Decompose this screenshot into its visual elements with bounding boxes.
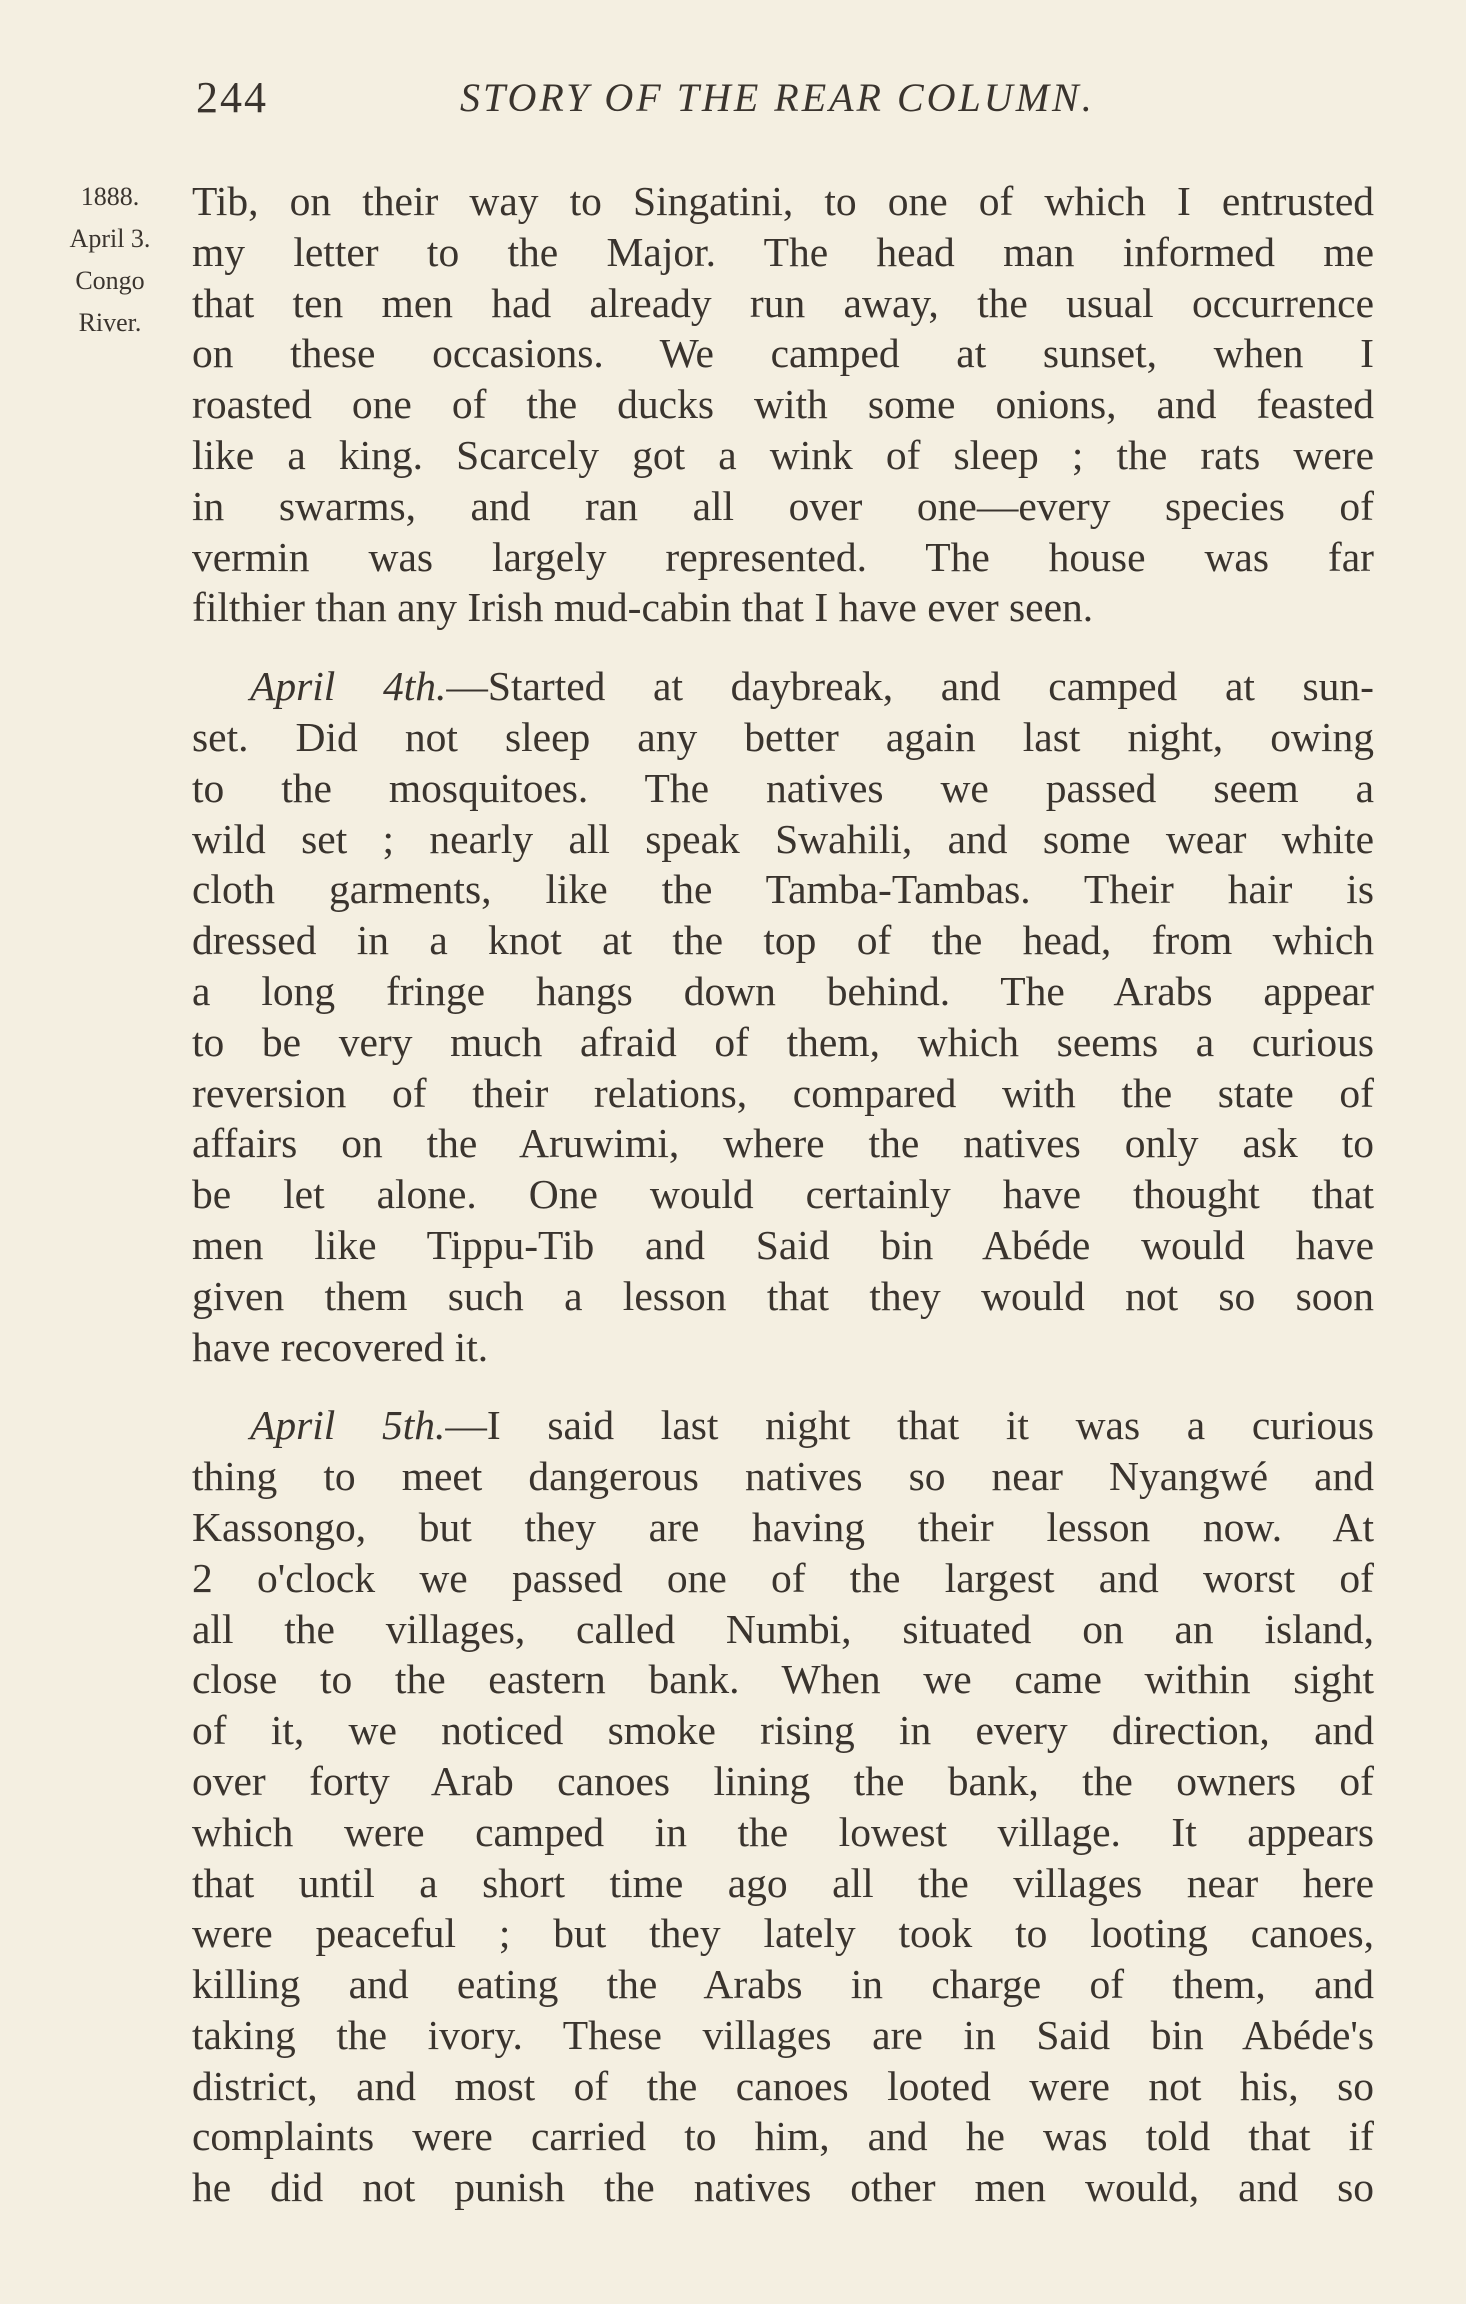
body-text (192, 176, 1374, 2213)
first-line-text: —I said last night that it was a curious (445, 1402, 1374, 1449)
margin-year: 1888. (80, 182, 140, 211)
text-line-first (192, 661, 1374, 712)
text-line: set. Did not sleep any better again last night, owing (192, 713, 1374, 760)
text-line: taking the ivory. These villages are in Said bin Abéde's (192, 2011, 1374, 2058)
text-line: all the villages, called Numbi, situated on an island, (192, 1605, 1374, 1652)
paragraph-1 (192, 176, 1374, 633)
text-line: roasted one of the ducks with some onions, and feasted (192, 381, 1374, 428)
text-line: on these occasions. We camped at sunset, when I (192, 330, 1374, 377)
text-line: wild set ; nearly all speak Swahili, and some wear white (192, 815, 1374, 862)
text-line: filthier than any Irish mud-cabin that I have ever seen. (192, 584, 1094, 631)
margin-place-line-2: River. (78, 308, 142, 337)
text-line: of it, we noticed smoke rising in every direction, and (192, 1707, 1374, 1754)
text-line: vermin was largely represented. The house was far (192, 533, 1374, 580)
text-line-first (192, 1400, 1374, 1451)
text-line: that ten men had already run away, the usual occurrence (192, 279, 1374, 326)
margin-date: April 3. (69, 224, 151, 253)
text-line: cloth garments, like the Tamba-Tambas. Their hair is (192, 866, 1374, 913)
text-line: men like Tippu-Tib and Said bin Abéde would have (192, 1221, 1374, 1268)
first-line-text: —Started at daybreak, and camped at sun- (446, 663, 1374, 710)
text-line: have recovered it. (192, 1323, 489, 1370)
text-line: district, and most of the canoes looted were not his, so (192, 2062, 1374, 2109)
margin-note (40, 176, 180, 344)
text-line: to be very much afraid of them, which seems a curious (192, 1018, 1374, 1065)
text-line: my letter to the Major. The head man informed me (192, 228, 1374, 275)
text-line: thing to meet dangerous natives so near Nyangwé and (192, 1453, 1374, 1500)
text-line: dressed in a knot at the top of the head, from which (192, 917, 1374, 964)
text-line: reversion of their relations, compared with the state of (192, 1069, 1374, 1116)
paragraph-3 (192, 1400, 1374, 2213)
entry-date: April 4th. (250, 663, 447, 710)
text-line: Kassongo, but they are having their lesson now. At (192, 1503, 1374, 1550)
margin-place-line-1: Congo (75, 266, 145, 295)
text-line: a long fringe hangs down behind. The Arabs appear (192, 967, 1374, 1014)
text-line: like a king. Scarcely got a wink of sleep ; the rats were (192, 431, 1374, 478)
page-number: 244 (196, 73, 268, 122)
text-line: close to the eastern bank. When we came within sight (192, 1656, 1374, 1703)
text-line: be let alone. One would certainly have thought that (192, 1171, 1374, 1218)
text-line: given them such a lesson that they would not so soon (192, 1272, 1374, 1319)
paragraph-2 (192, 661, 1374, 1372)
entry-date: April 5th. (250, 1402, 446, 1449)
text-line: Tib, on their way to Singatini, to one of which I entrusted (192, 178, 1374, 224)
text-line: which were camped in the lowest village. It appears (192, 1808, 1374, 1855)
page-header (196, 72, 1366, 132)
running-title: STORY OF THE REAR COLUMN. (460, 75, 1095, 120)
text-line: complaints were carried to him, and he was told that if (192, 2113, 1374, 2160)
text-line: over forty Arab canoes lining the bank, the owners of (192, 1757, 1374, 1804)
text-line: 2 o'clock we passed one of the largest and worst of (192, 1554, 1374, 1601)
text-line: in swarms, and ran all over one—every species of (192, 482, 1374, 529)
text-line: were peaceful ; but they lately took to looting canoes, (192, 1910, 1374, 1957)
text-line: to the mosquitoes. The natives we passed seem a (192, 764, 1374, 811)
text-line: killing and eating the Arabs in charge of them, and (192, 1961, 1374, 2008)
text-line: he did not punish the natives other men would, and so (192, 2164, 1374, 2211)
text-line: that until a short time ago all the villages near here (192, 1859, 1374, 1906)
text-line: affairs on the Aruwimi, where the natives only ask to (192, 1120, 1374, 1167)
